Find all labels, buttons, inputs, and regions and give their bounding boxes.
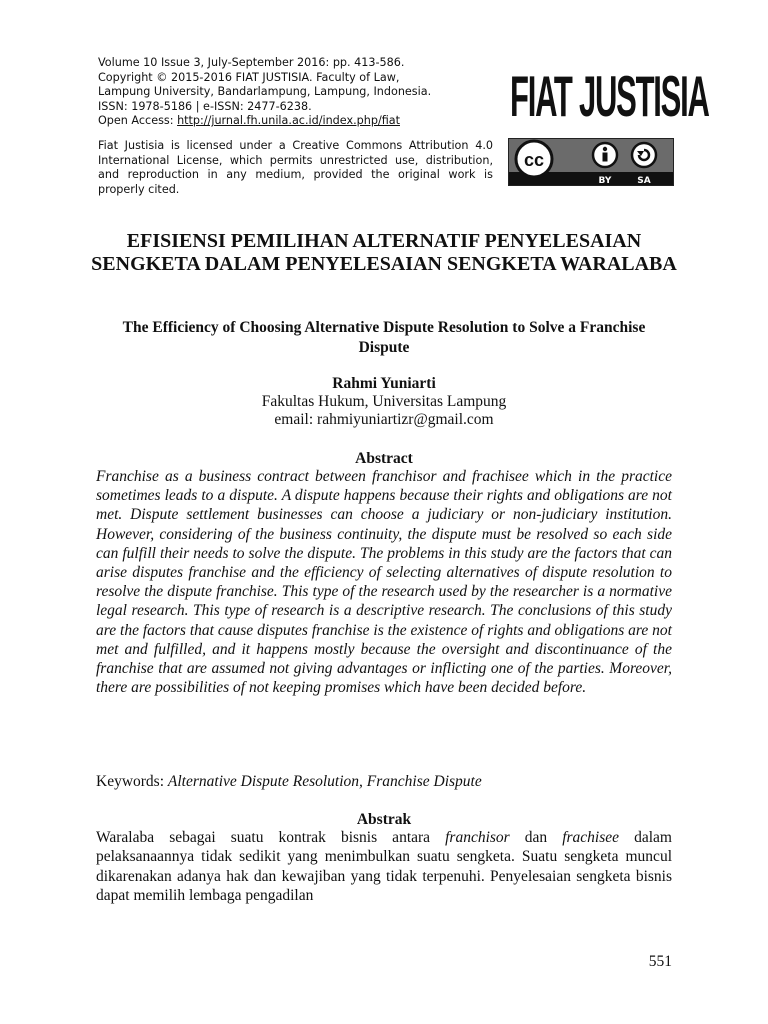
abstract-body: Franchise as a business contract between franchisor and frachisee which in the practice sometimes leads to a dispute. A dispute happens because their rights and obligations are not met. Dispute settlement businesses can choose a judiciary or non-judiciary institution. However, considering of the business continuity, the dispute must be resolved so each side can fulfill their needs to solve the dispute. The problems in this study are the factors that can arise disputes franchise and the efficiency of selecting alternatives of dispute resolution to resolve the dispute franchise. This type of the research used by the researcher is a normative legal research. This type of research is a descriptive research. The conclusions of this study are the factors that cause disputes franchise is the existence of rights and obligations are not met and fulfilled, and it happens mostly because the oversight and discontinuance of the franchise that are assumed not giving advantages or inflicting one of the parties. Moreover, there are possibilities of not keeping promises which have been decided before.: [96, 468, 672, 697]
share-alike-icon: [632, 143, 656, 167]
journal-info: [98, 56, 498, 129]
abstrak-text-2: dan: [509, 829, 563, 846]
by-label: BY: [598, 176, 612, 185]
journal-url-link[interactable]: http://jurnal.fh.unila.ac.id/index.php/fiat: [177, 114, 400, 128]
university-line: Lampung University, Bandarlampung, Lampung, Indonesia.: [98, 85, 432, 99]
journal-logo: FIAT JUSTISIA: [510, 64, 709, 129]
page-number: 551: [648, 953, 672, 970]
cc-by-sa-badge[interactable]: [508, 138, 674, 186]
attribution-icon: [593, 143, 617, 167]
abstrak-term-franchisor: franchisor: [445, 829, 510, 846]
paper-subtitle: The Efficiency of Choosing Alternative Dispute Resolution to Solve a Franchise Dispute: [122, 319, 646, 356]
author-email: email: rahmiyuniartizr@gmail.com: [274, 411, 494, 428]
abstrak-term-frachisee: frachisee: [562, 829, 620, 846]
abstract-heading: Abstract: [355, 450, 413, 467]
keywords: [96, 772, 672, 791]
abstrak-body: [96, 828, 672, 906]
open-access-label: Open Access:: [98, 114, 178, 128]
volume-line: Volume 10 Issue 3, July-September 2016: pp. 413-586.: [98, 56, 405, 69]
abstrak-text-3: dalam pelaksanaannya tidak sedikit yang menimbulkan suatu sengketa. Suatu sengketa muncul dikarenakan adanya hak dan kewajiban yang tidak terpenuhi. Penyelesaian sengketa bisnis dapat memilih lembaga pengadilan: [96, 829, 672, 905]
cc-icon: [516, 141, 552, 177]
abstrak-heading: Abstrak: [356, 811, 412, 828]
author-name: Rahmi Yuniarti: [332, 375, 436, 392]
abstrak-text-1: Waralaba sebagai suatu kontrak bisnis antara: [96, 829, 446, 846]
author-affiliation: Fakultas Hukum, Universitas Lampung: [261, 393, 507, 410]
issn-line: ISSN: 1978-5186 | e-ISSN: 2477-6238.: [98, 99, 312, 113]
paper-title: EFISIENSI PEMILIHAN ALTERNATIF PENYELESAIAN SENGKETA DALAM PENYELESAIAN SENGKETA WARALABA: [91, 230, 677, 275]
copyright-line: Copyright © 2015-2016 FIAT JUSTISIA. Faculty of Law,: [98, 70, 400, 84]
open-access-line: [98, 114, 498, 129]
keywords-label: Keywords:: [96, 773, 168, 790]
sa-label: SA: [637, 176, 651, 185]
svg-text:cc: cc: [523, 150, 545, 170]
license-statement: Fiat Justisia is licensed under a Creative Commons Attribution 4.0 International License, which permits unrestricted use, distribution, and reproduction in any medium, provided the original work is properly cited.: [98, 139, 493, 196]
keywords-terms: Alternative Dispute Resolution, Franchise Dispute: [167, 773, 482, 790]
